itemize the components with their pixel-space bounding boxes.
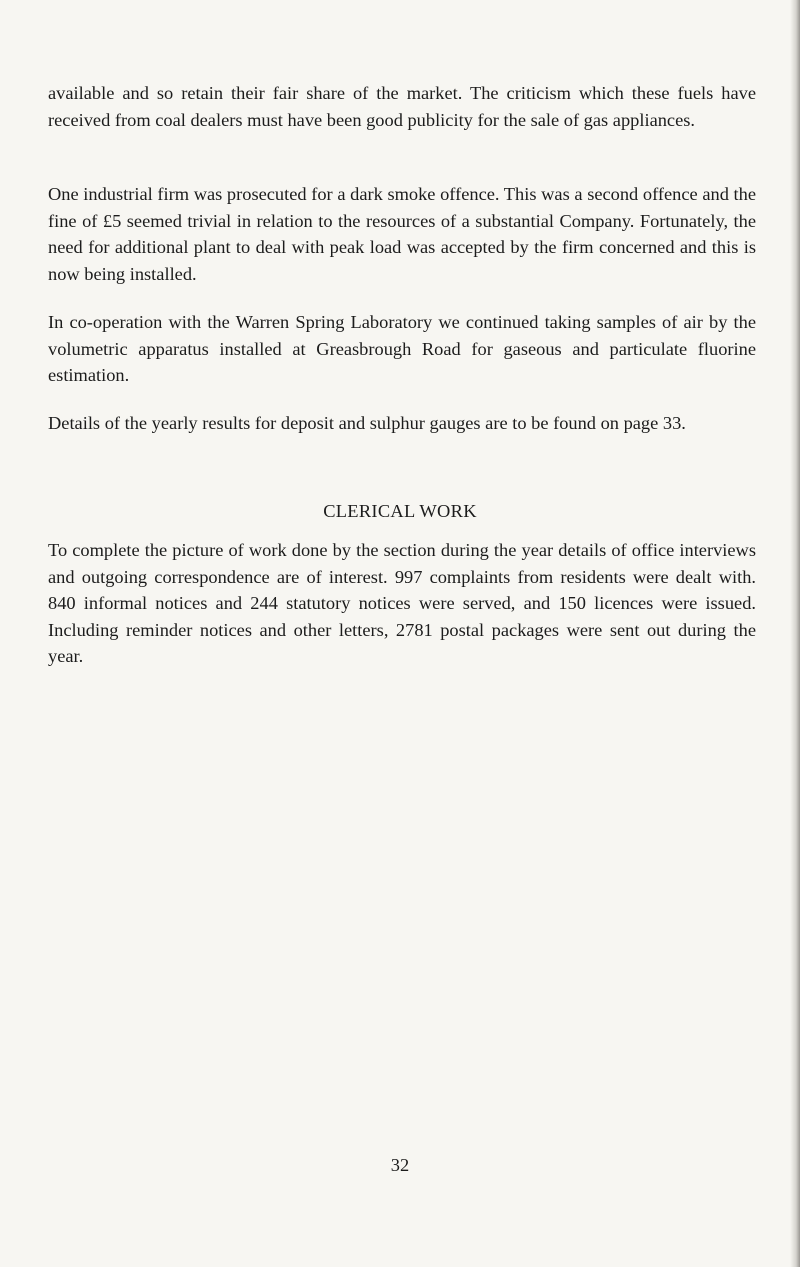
paragraph-clerical-work: To complete the picture of work done by the section during the year details of office interviews and outgoing correspondence are of interest. 997 complaints from residents were dealt with. 840 informal notices and 244 statutory notices were served, and 150 licences were issued. Including reminder notices and other letters, 2781 postal packages were sent out during the year.: [48, 540, 756, 666]
paragraph-dark-smoke-offence: One industrial firm was prosecuted for a dark smoke offence. This was a second offence and the fine of £5 seemed trivial in relation to the resources of a substantial Company. Fortunately, the need for additional plant to deal with peak load was accepted by the firm concerned and this is now being installed.: [48, 184, 756, 284]
page-edge-shadow: [790, 0, 800, 1267]
paragraph-market-share: available and so retain their fair share of the market. The criticism which these fuels have received from coal dealers must have been good publicity for the sale of gas appliances.: [48, 83, 756, 130]
paragraph-yearly-results: Details of the yearly results for deposit and sulphur gauges are to be found on page 33.: [48, 413, 686, 433]
section-heading: CLERICAL WORK: [323, 501, 477, 521]
page-number: 32: [390, 1155, 410, 1175]
paragraph-warren-spring: In co-operation with the Warren Spring Laboratory we continued taking samples of air by the volumetric apparatus installed at Greasbrough Road for gaseous and particulate fluorine estimation.: [48, 312, 756, 385]
